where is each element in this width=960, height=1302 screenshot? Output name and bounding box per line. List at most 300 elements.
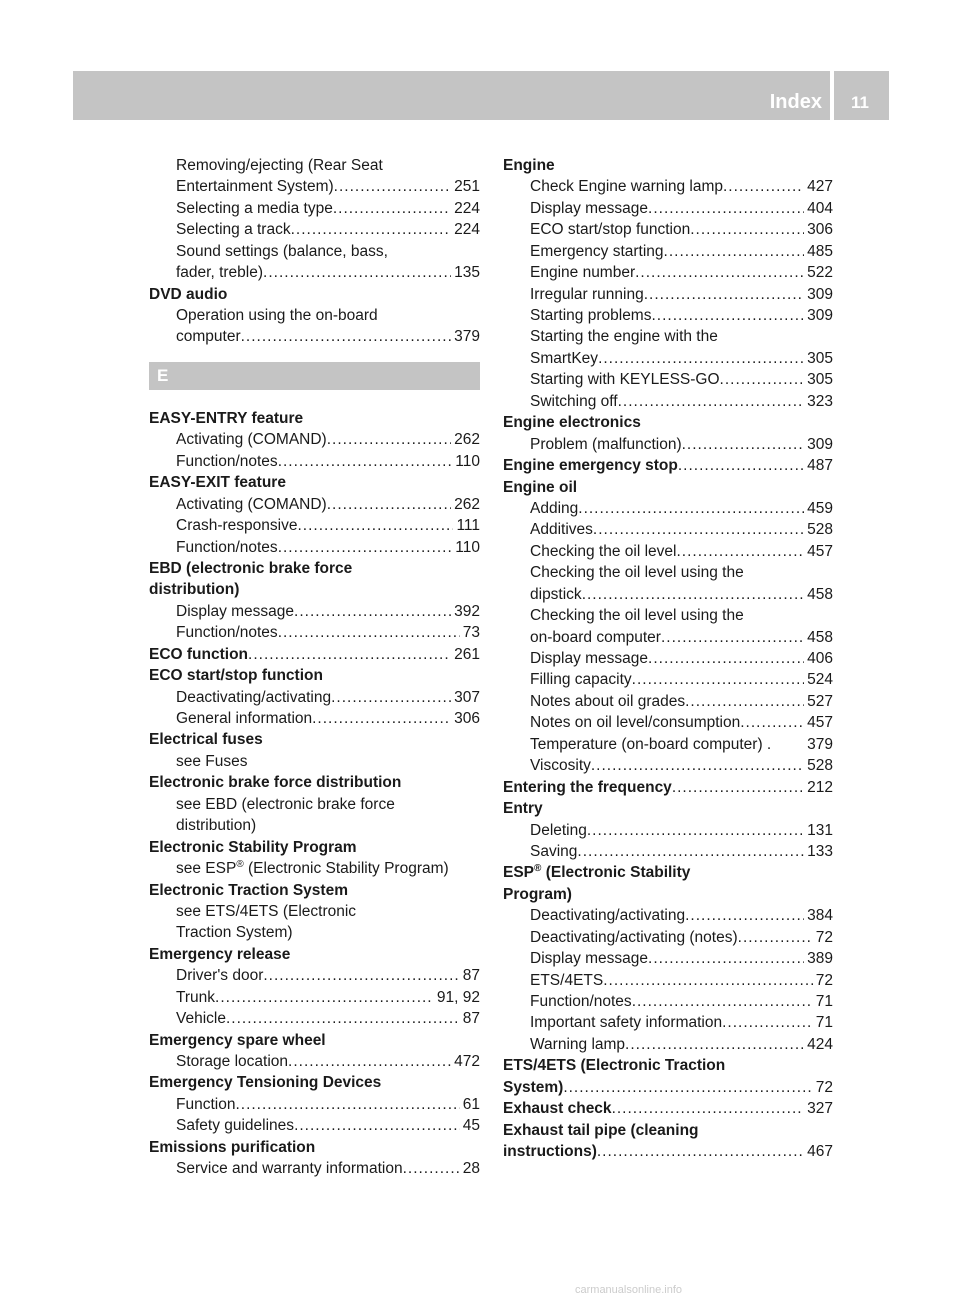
index-entry [503, 1077, 833, 1098]
index-entry-term [530, 605, 744, 626]
entry-text: distribution) [149, 581, 240, 599]
page-reference: 306 [454, 710, 480, 728]
entry-text: Function/notes [176, 624, 278, 642]
entry-text: Crash-responsive [176, 517, 298, 535]
page-reference: 458 [807, 585, 833, 603]
index-entry [149, 515, 480, 536]
index-entry-term [530, 369, 720, 390]
index-entry-term [503, 477, 577, 498]
entry-text: Activating (COMAND) [176, 495, 327, 513]
entry-text: dipstick [530, 585, 582, 603]
page-reference: 251 [454, 178, 480, 196]
index-entry-term [176, 922, 293, 943]
index-entry-term [149, 729, 263, 750]
index-entry [503, 905, 833, 926]
page-reference: 323 [807, 392, 833, 410]
page-reference: 72 [815, 1078, 833, 1096]
page-reference: 61 [462, 1095, 480, 1113]
entry-text: see ETS/4ETS (Electronic [176, 902, 357, 920]
dot-leader [294, 601, 451, 622]
entry-text: Engine emergency stop [503, 457, 678, 475]
index-entry [149, 987, 480, 1008]
index-entry [503, 327, 833, 348]
page-reference: 91, 92 [436, 988, 480, 1006]
entry-text: Warning lamp [530, 1035, 626, 1053]
index-entry-term [530, 391, 618, 412]
index-entry [149, 219, 480, 240]
index-entry-term [149, 665, 323, 686]
index-entry-term [176, 198, 333, 219]
index-entry-term [149, 408, 303, 429]
entry-text: Starting with KEYLESS-GO [530, 371, 720, 389]
index-entry-term [530, 326, 718, 347]
index-entry-term [176, 219, 291, 240]
dot-leader [682, 434, 805, 455]
entry-text: Engine oil [503, 478, 578, 496]
dot-leader [625, 1034, 804, 1055]
page-reference: 487 [807, 457, 833, 475]
page-reference: 404 [807, 199, 833, 217]
index-entry [503, 541, 833, 562]
index-entry-term [530, 262, 635, 283]
index-entry [503, 798, 833, 819]
page-reference: 427 [807, 178, 833, 196]
index-entry-term [503, 1055, 725, 1076]
index-entry-term [530, 712, 740, 733]
entry-text: Trunk [176, 988, 216, 1006]
index-entry [149, 198, 480, 219]
entry-text: System) [503, 1078, 564, 1096]
index-entry [149, 429, 480, 450]
index-entry [149, 815, 480, 836]
index-entry [503, 1098, 833, 1119]
index-entry-term [149, 944, 290, 965]
index-entry-term [176, 794, 395, 815]
index-entry [503, 862, 833, 883]
entry-text: see Fuses [176, 752, 248, 770]
index-entry [503, 219, 833, 240]
page-reference: 87 [462, 967, 480, 985]
index-entry [503, 155, 833, 176]
index-entry [149, 558, 480, 579]
index-entry [503, 284, 833, 305]
index-entry-term [176, 176, 334, 197]
index-entry-term [176, 241, 388, 262]
index-entry [149, 451, 480, 472]
index-entry [149, 622, 480, 643]
index-entry-term [149, 284, 227, 305]
index-entry-term [176, 965, 263, 986]
index-entry-term [530, 541, 676, 562]
index-entry-term [530, 841, 577, 862]
index-entry [503, 627, 833, 648]
index-entry [149, 901, 480, 922]
index-entry-term [503, 862, 690, 883]
index-entry [503, 777, 833, 798]
page-reference: 406 [807, 650, 833, 668]
entry-text: Selecting a media type [176, 199, 333, 217]
dot-leader [333, 198, 451, 219]
index-entry-term [530, 820, 587, 841]
dot-leader [403, 1158, 460, 1179]
entry-text: ECO start/stop function [149, 667, 323, 685]
index-entry [149, 241, 480, 262]
page-reference: 459 [807, 499, 833, 517]
index-entry-term [530, 198, 648, 219]
entry-text: Emissions purification [149, 1138, 316, 1156]
index-entry-term [530, 1034, 625, 1055]
entry-text: Exhaust check [503, 1100, 612, 1118]
entry-text: Display message [530, 650, 649, 668]
index-entry [503, 820, 833, 841]
page-reference: 379 [807, 735, 833, 753]
index-entry [149, 837, 480, 858]
index-entry-term [530, 948, 648, 969]
entry-text: Operation using the on-board [176, 307, 378, 325]
page-reference: 72 [815, 928, 833, 946]
entry-text: Service and warranty information [176, 1160, 403, 1178]
page-reference: 72 [815, 971, 833, 989]
page-reference: 135 [454, 264, 480, 282]
entry-text: Traction System) [176, 924, 293, 942]
index-entry [149, 1008, 480, 1029]
index-entry [503, 369, 833, 390]
entry-text: see EBD (electronic brake force [176, 795, 395, 813]
dot-leader [723, 176, 804, 197]
index-entry-term [149, 880, 348, 901]
dot-leader [676, 541, 804, 562]
index-entry-term [176, 326, 241, 347]
index-entry [149, 794, 480, 815]
index-entry [503, 970, 833, 991]
page-reference: 527 [807, 692, 833, 710]
index-entry [503, 455, 833, 476]
dot-leader [291, 219, 452, 240]
page-reference: 384 [807, 907, 833, 925]
page-reference: 28 [462, 1160, 480, 1178]
page-reference: 45 [462, 1117, 480, 1135]
index-entry [503, 198, 833, 219]
entry-text: EASY-EXIT feature [149, 474, 286, 492]
index-entry [503, 648, 833, 669]
page-reference: 305 [807, 371, 833, 389]
entry-text: Deleting [530, 821, 587, 839]
page-reference: 111 [456, 517, 480, 535]
index-entry [149, 1051, 480, 1072]
index-entry [149, 472, 480, 493]
dot-leader [632, 669, 804, 690]
index-entry [503, 498, 833, 519]
page-reference: 71 [815, 993, 833, 1011]
index-entry-term [530, 498, 578, 519]
dot-leader [215, 987, 434, 1008]
index-entry [149, 858, 480, 879]
index-entry-term [530, 927, 738, 948]
index-entry [149, 751, 480, 772]
index-entry [503, 1120, 833, 1141]
index-entry [149, 708, 480, 729]
entry-text: Function [176, 1095, 236, 1113]
index-entry [503, 734, 833, 755]
index-entry [149, 644, 480, 665]
page-reference: 131 [807, 821, 833, 839]
index-entry-term [530, 519, 593, 540]
page-reference: 110 [455, 452, 480, 470]
index-entry [149, 305, 480, 326]
entry-text: Engine [503, 156, 555, 174]
page-reference: 110 [455, 538, 480, 556]
entry-text: Vehicle [176, 1010, 226, 1028]
index-entry-term [530, 241, 664, 262]
page-reference: 524 [807, 671, 833, 689]
dot-leader [582, 584, 804, 605]
entry-text: Electrical fuses [149, 731, 263, 749]
entry-text: Starting problems [530, 307, 652, 325]
index-entry [503, 712, 833, 733]
entry-text: Display message [530, 199, 649, 217]
entry-text: Emergency starting [530, 242, 664, 260]
entry-text: instructions) [503, 1143, 597, 1161]
dot-leader [651, 305, 804, 326]
dot-leader [664, 241, 805, 262]
page-reference: 306 [807, 221, 833, 239]
entry-text: Deactivating/activating [176, 688, 332, 706]
dot-leader [297, 515, 453, 536]
index-entry [503, 948, 833, 969]
entry-text: Display message [530, 950, 649, 968]
index-entry [503, 412, 833, 433]
index-entry [149, 922, 480, 943]
index-entry-term [503, 1141, 597, 1162]
index-entry [149, 1094, 480, 1115]
index-entry-term [530, 648, 648, 669]
index-entry-term [530, 755, 591, 776]
index-entry-term [503, 412, 641, 433]
dot-leader [578, 498, 804, 519]
index-entry-term [176, 155, 383, 176]
entry-text: Irregular running [530, 285, 644, 303]
page-reference: 262 [454, 431, 480, 449]
entry-text: see ESP [176, 860, 237, 878]
entry-text: Function/notes [176, 538, 278, 556]
entry-text: Deactivating/activating (notes) [530, 928, 738, 946]
index-entry [503, 670, 833, 691]
page-reference: 73 [462, 624, 480, 642]
page-reference: 261 [454, 645, 480, 663]
index-entry-term [176, 451, 278, 472]
index-entry-term [530, 176, 723, 197]
dot-leader [331, 687, 451, 708]
entry-text: DVD audio [149, 285, 228, 303]
entry-text: Engine electronics [503, 414, 641, 432]
index-entry [149, 1115, 480, 1136]
entry-text: Viscosity [530, 757, 591, 775]
index-entry [149, 601, 480, 622]
index-entry [503, 176, 833, 197]
index-entry [149, 772, 480, 793]
index-entry-term [503, 777, 672, 798]
entry-text: Activating (COMAND) [176, 431, 327, 449]
index-entry-term [176, 687, 331, 708]
dot-leader [288, 1051, 451, 1072]
index-entry [503, 755, 833, 776]
page-reference: 457 [807, 542, 833, 560]
page-reference: 458 [807, 628, 833, 646]
page-reference: 528 [807, 757, 833, 775]
entry-text: Checking the oil level using the [530, 607, 744, 625]
index-entry-term [176, 751, 248, 772]
entry-text: General information [176, 710, 313, 728]
entry-text: Emergency spare wheel [149, 1031, 326, 1049]
entry-text-continued: (Electronic Stability Program) [243, 860, 449, 878]
entry-text: Problem (malfunction) [530, 435, 682, 453]
page-reference: 309 [807, 307, 833, 325]
index-entry [149, 880, 480, 901]
index-entry-term [149, 772, 401, 793]
dot-leader [248, 644, 451, 665]
index-entry-term [176, 494, 327, 515]
index-entry [503, 1055, 833, 1076]
index-entry-term [176, 305, 378, 326]
index-entry [503, 605, 833, 626]
dot-leader [278, 451, 453, 472]
index-entry [149, 284, 480, 305]
dot-leader [648, 198, 804, 219]
index-section-e [149, 408, 480, 1180]
index-entry [149, 494, 480, 515]
index-entry [503, 391, 833, 412]
entry-text: Entry [503, 800, 543, 818]
dot-leader [263, 965, 459, 986]
page-reference: 472 [454, 1053, 480, 1071]
index-entry-term [149, 837, 357, 858]
index-entry [149, 965, 480, 986]
section-header-e: E [149, 362, 480, 390]
entry-text: Display message [176, 602, 295, 620]
index-entry [503, 1013, 833, 1034]
index-entry [503, 262, 833, 283]
entry-text: Important safety information [530, 1014, 723, 1032]
page-reference: 307 [454, 688, 480, 706]
page-reference: 212 [807, 778, 833, 796]
index-entry-term [176, 1094, 235, 1115]
entry-text: Sound settings (balance, bass, [176, 242, 388, 260]
dot-leader [327, 494, 451, 515]
registered-mark: ® [236, 859, 244, 871]
entry-text: ECO start/stop function [530, 221, 691, 239]
index-entry-term [530, 348, 598, 369]
index-entry-term [176, 601, 294, 622]
entry-text: Emergency Tensioning Devices [149, 1074, 382, 1092]
page-reference: 457 [807, 714, 833, 732]
entry-text: ECO function [149, 645, 249, 663]
dot-leader [593, 519, 804, 540]
entry-text: Saving [530, 842, 578, 860]
entry-text: SmartKey [530, 349, 599, 367]
index-entry [503, 841, 833, 862]
index-entry-term [149, 472, 286, 493]
index-entry-term [530, 219, 690, 240]
entry-text: Function/notes [530, 993, 632, 1011]
index-entry [503, 1034, 833, 1055]
index-entry-term [503, 1098, 612, 1119]
page-reference: 309 [807, 285, 833, 303]
index-entry-term [176, 1008, 226, 1029]
index-entry-term [530, 434, 682, 455]
entry-text: Notes about oil grades [530, 692, 686, 710]
page-reference: 392 [454, 602, 480, 620]
entry-text: Entering the frequency [503, 778, 672, 796]
index-entry-term [149, 644, 248, 665]
dot-leader [648, 648, 804, 669]
index-entry-term [503, 155, 555, 176]
registered-mark: ® [534, 863, 542, 875]
entry-text: on-board computer [530, 628, 661, 646]
dot-leader [597, 1141, 804, 1162]
index-entry [149, 1030, 480, 1051]
entry-text: Switching off [530, 392, 618, 410]
entry-text: ETS/4ETS (Electronic Traction [503, 1057, 726, 1075]
dot-leader [603, 970, 813, 991]
entry-text: Storage location [176, 1053, 289, 1071]
index-entry-term [530, 991, 632, 1012]
index-entry [149, 687, 480, 708]
index-entry-term [503, 1077, 563, 1098]
index-entry-term [530, 284, 644, 305]
entry-text: Emergency release [149, 945, 291, 963]
dot-leader [278, 537, 453, 558]
dot-leader [278, 622, 460, 643]
page-reference: 467 [807, 1143, 833, 1161]
index-entry [503, 584, 833, 605]
index-entry-term [176, 708, 312, 729]
entry-text: Adding [530, 499, 579, 517]
index-entry [149, 155, 480, 176]
index-entry [503, 691, 833, 712]
index-entry-term [149, 558, 352, 579]
page-reference: 224 [454, 221, 480, 239]
index-entry-term [149, 1030, 326, 1051]
index-entries-right [503, 155, 833, 1163]
entry-text: Additives [530, 521, 593, 539]
index-entry-term [530, 627, 661, 648]
dot-leader [618, 391, 805, 412]
dot-leader [312, 708, 451, 729]
entry-text: computer [176, 328, 241, 346]
index-entry [149, 730, 480, 751]
index-entry [503, 305, 833, 326]
page-reference: 224 [454, 199, 480, 217]
page-reference: 485 [807, 242, 833, 260]
index-column-left [149, 155, 480, 1180]
entry-text: Safety guidelines [176, 1117, 295, 1135]
dot-leader [327, 429, 451, 450]
page-number: 11 [851, 93, 869, 112]
entry-text: Driver's door [176, 967, 264, 985]
dot-leader [685, 905, 804, 926]
entry-text: Check Engine warning lamp [530, 178, 723, 196]
dot-leader [241, 326, 452, 347]
entry-text-continued: (Electronic Stability [541, 864, 691, 882]
dot-leader [722, 1012, 813, 1033]
entry-text: Selecting a track [176, 221, 291, 239]
dot-leader [263, 262, 451, 283]
index-entry-term [176, 262, 263, 283]
dot-leader [720, 369, 805, 390]
page-reference: 379 [454, 328, 480, 346]
index-entry [149, 262, 480, 283]
dot-leader [678, 455, 804, 476]
